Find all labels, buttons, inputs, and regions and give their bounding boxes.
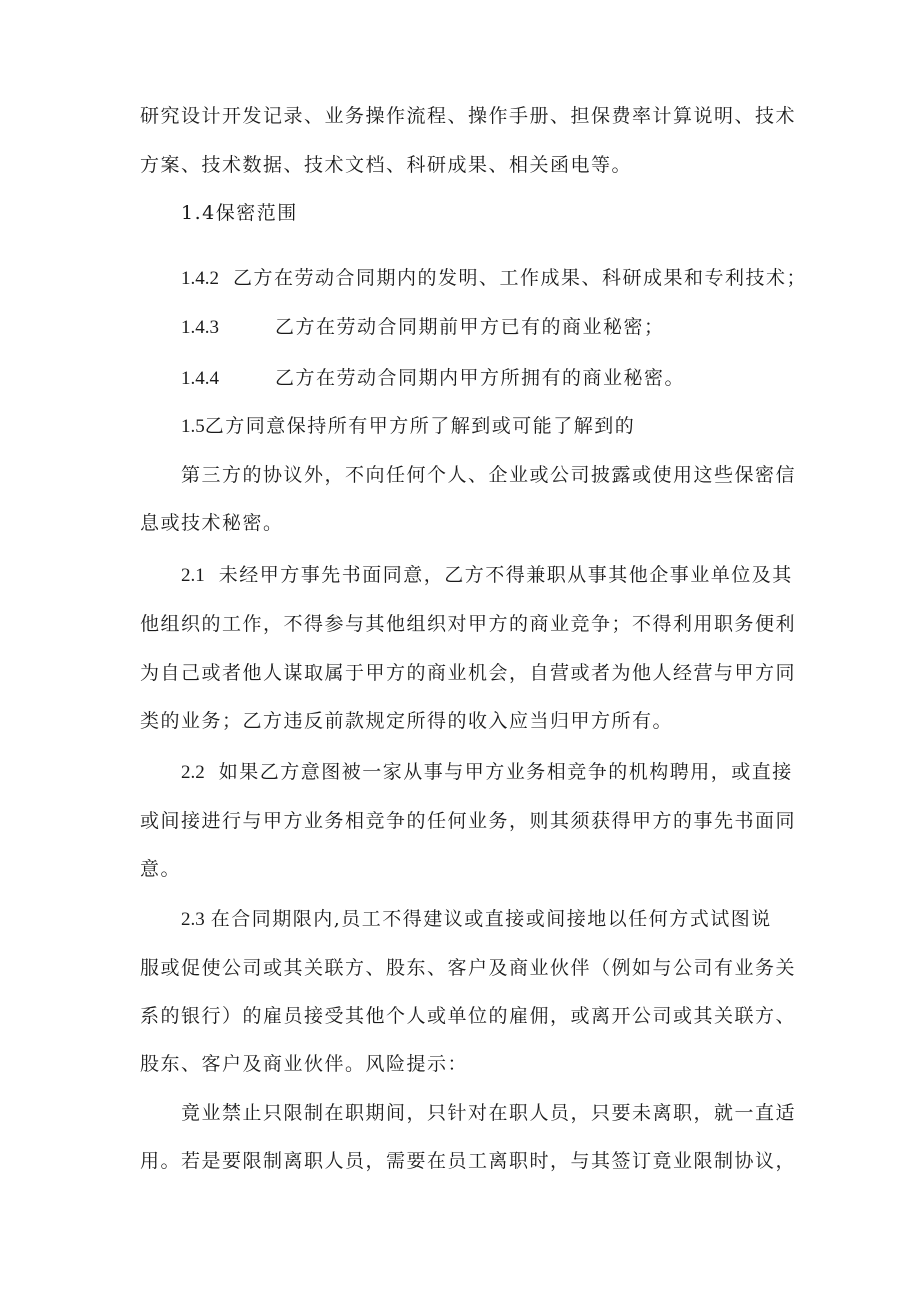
paragraph-line: 或间接进行与甲方业务相竞争的任何业务，则其须获得甲方的事先书面同 — [140, 810, 797, 832]
clause-text: 乙方在劳动合同期内的发明、工作成果、科研成果和专利技术； — [233, 267, 808, 289]
clause-number: 1.4.3 — [181, 317, 219, 338]
paragraph-line: 服或促使公司或其关联方、股东、客户及商业伙伴（例如与公司有业务关 — [140, 957, 797, 979]
clause-1-4-2 — [181, 266, 807, 291]
paragraph-line: 意。 — [140, 858, 182, 880]
clause-number: 2.3 — [181, 909, 205, 930]
clause-number: 2.1 — [181, 565, 205, 586]
paragraph-line: 息或技术秘密。 — [140, 512, 284, 534]
clause-2-2 — [181, 760, 793, 785]
clause-text: 在合同期限内,员工不得建议或直接或间接地以任何方式试图说 — [210, 908, 772, 930]
clause-text: 未经甲方事先书面同意，乙方不得兼职从事其他企事业单位及其 — [218, 564, 793, 586]
paragraph-line: 竟业禁止只限制在职期间，只针对在职人员，只要未离职，就一直适 — [181, 1102, 797, 1124]
paragraph-line: 研究设计开发记录、业务操作流程、操作手册、担保费率计算说明、技术 — [140, 105, 797, 127]
paragraph-line: 系的银行）的雇员接受其他个人或单位的雇佣，或离开公司或其关联方、 — [140, 1005, 797, 1027]
clause-text: 乙方在劳动合同期内甲方所拥有的商业秘密。 — [275, 367, 686, 389]
paragraph-line: 类的业务；乙方违反前款规定所得的收入应当归甲方所有。 — [140, 710, 674, 732]
section-heading: 1.4保密范围 — [181, 202, 298, 224]
clause-1-4-4 — [181, 366, 685, 391]
paragraph-line: 方案、技术数据、技术文档、科研成果、相关函电等。 — [140, 154, 633, 176]
clause-2-3 — [181, 907, 772, 932]
clause-1-4-3 — [181, 315, 665, 340]
clause-number: 1.4.2 — [181, 268, 219, 289]
paragraph-line: 第三方的协议外，不向任何个人、企业或公司披露或使用这些保密信 — [181, 464, 797, 486]
paragraph-line: 股东、客户及商业伙伴。风险提示： — [140, 1053, 469, 1075]
clause-2-1 — [181, 563, 793, 588]
clause-number: 2.2 — [181, 762, 205, 783]
clause-text: 乙方同意保持所有甲方所了解到或可能了解到的 — [204, 415, 636, 437]
clause-number: 1.4.4 — [181, 368, 219, 389]
clause-text: 乙方在劳动合同期前甲方已有的商业秘密； — [275, 316, 665, 338]
clause-number: 1.5 — [181, 416, 205, 437]
clause-1-5 — [181, 414, 635, 439]
paragraph-line: 他组织的工作，不得参与其他组织对甲方的商业竞争；不得利用职务便利 — [140, 613, 797, 635]
clause-text: 如果乙方意图被一家从事与甲方业务相竞争的机构聘用，或直接 — [218, 761, 793, 783]
paragraph-line: 用。若是要限制离职人员，需要在员工离职时，与其签订竟业限制协议， — [140, 1150, 797, 1172]
paragraph-line: 为自己或者他人谋取属于甲方的商业机会，自营或者为他人经营与甲方同 — [140, 662, 797, 684]
